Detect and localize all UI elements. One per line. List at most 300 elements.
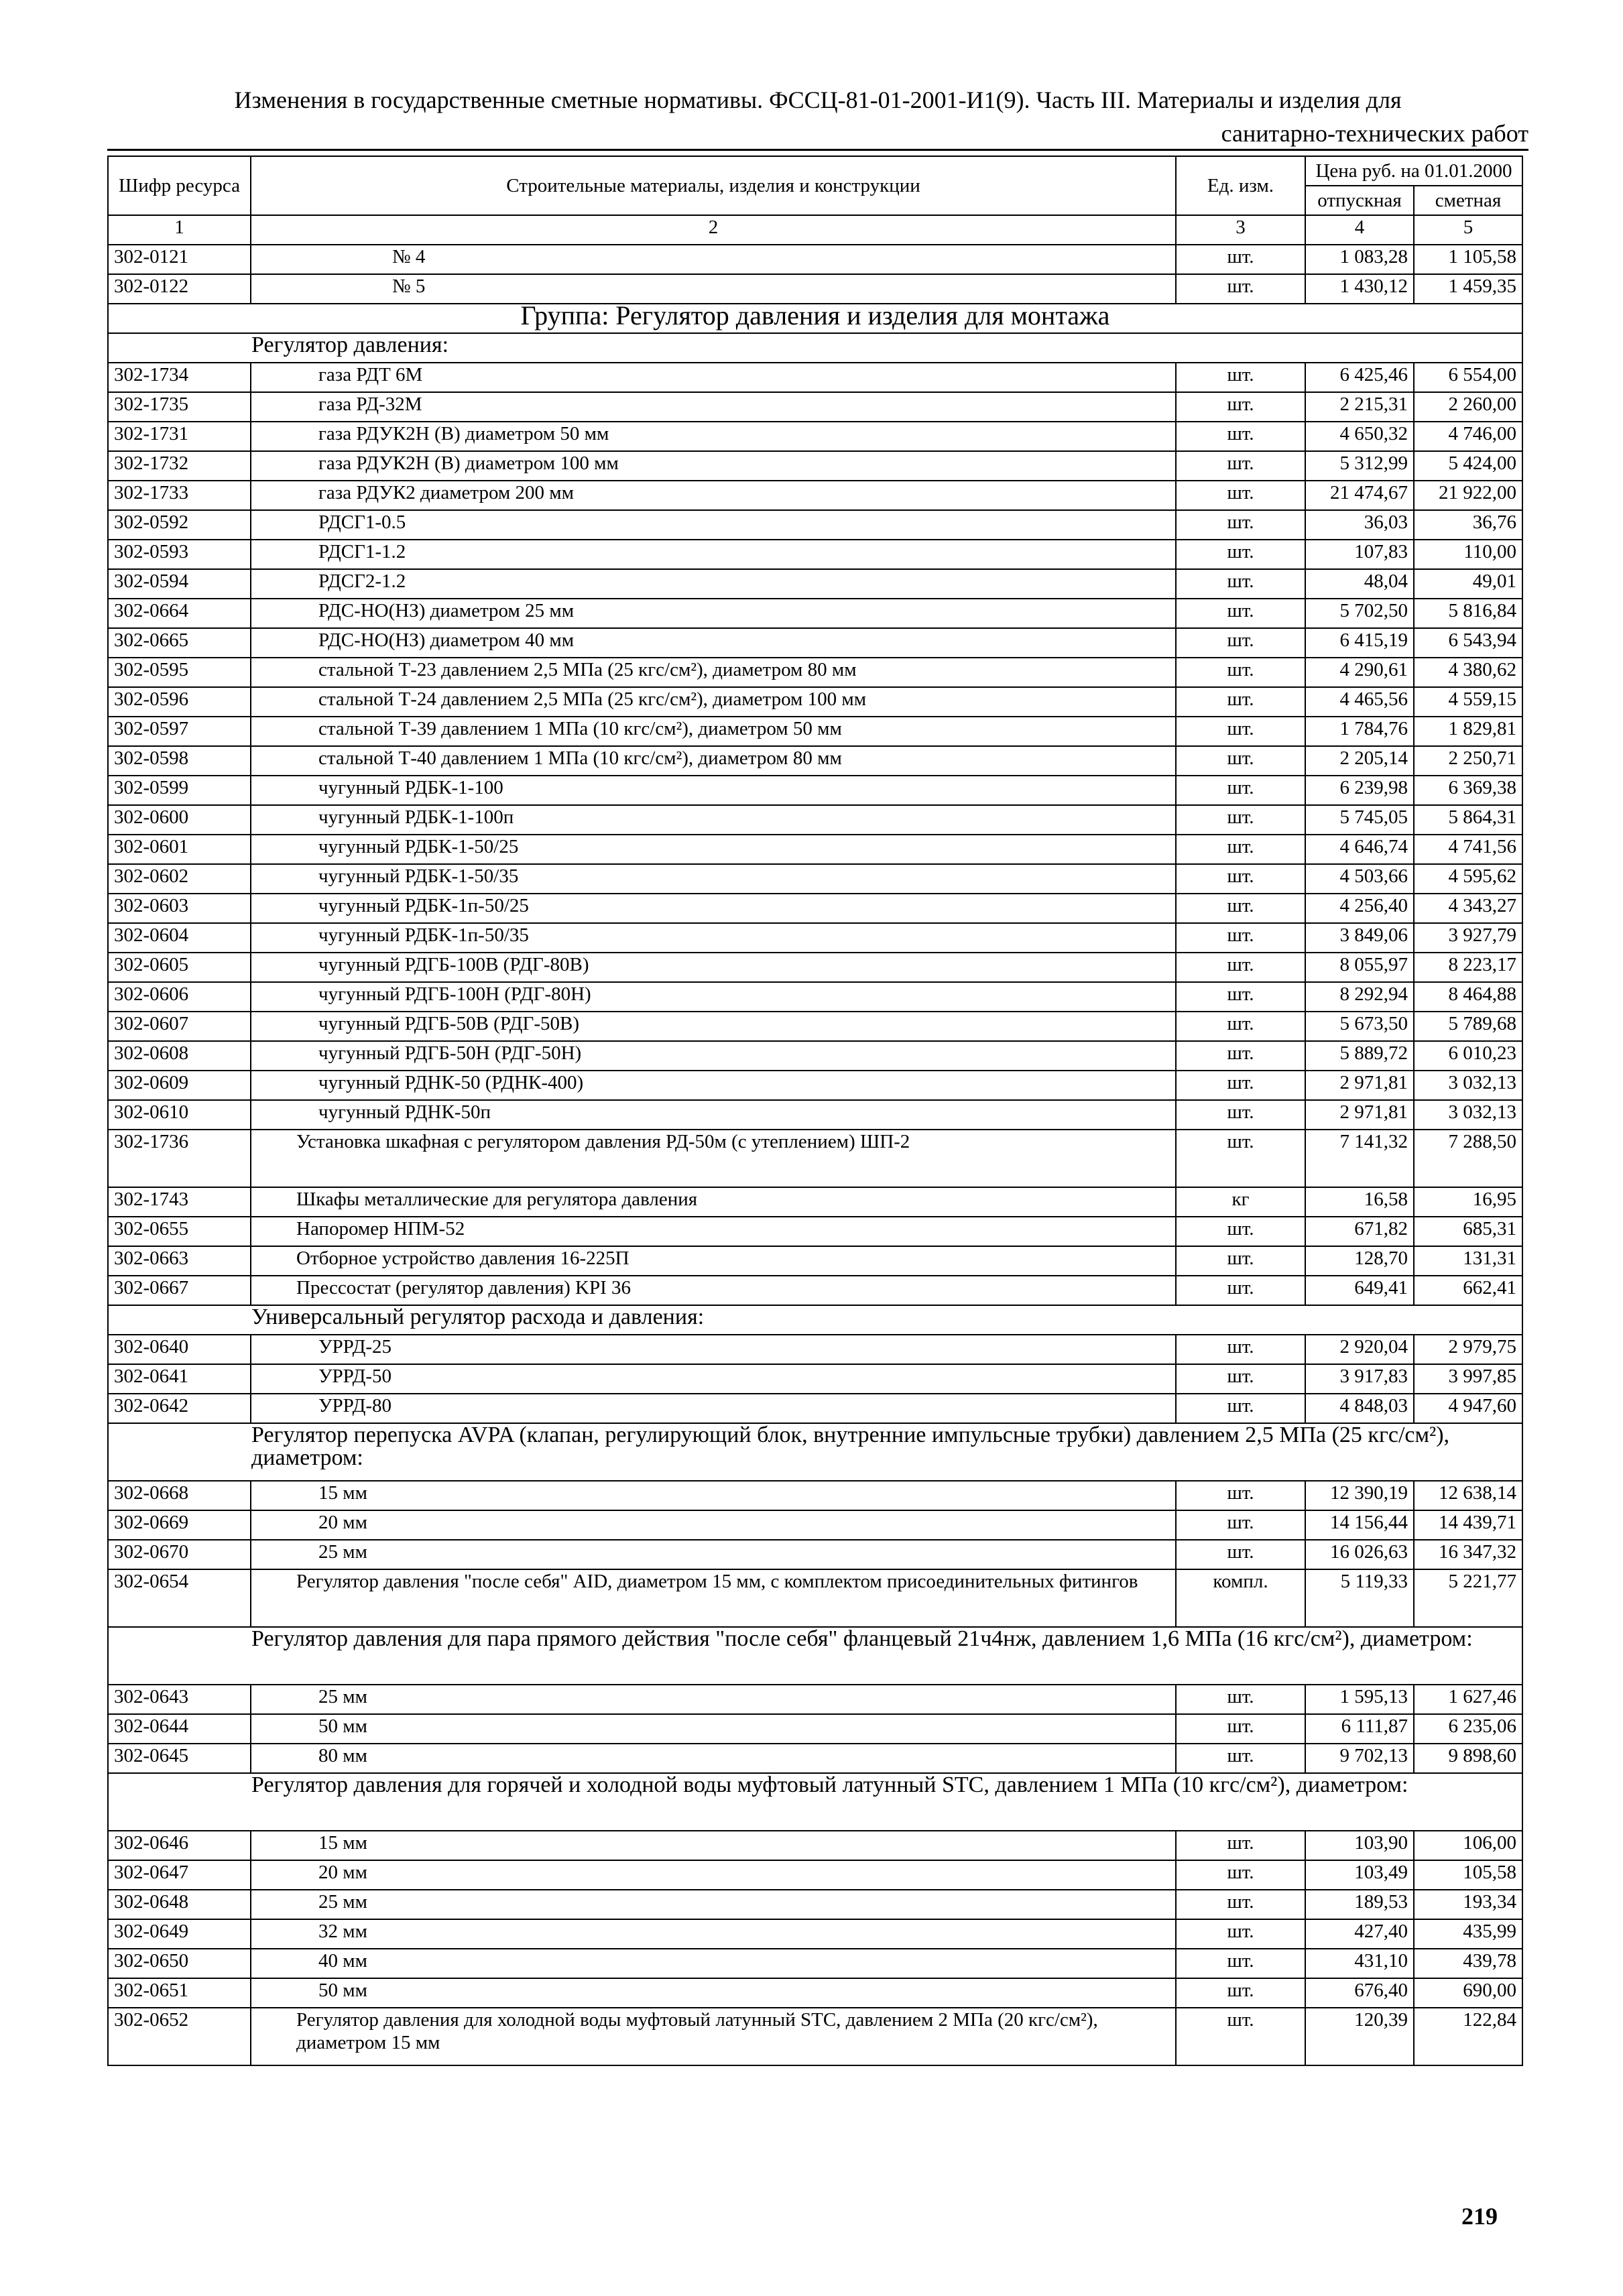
unit-cell: шт.	[1176, 894, 1305, 923]
estimate-price: 439,78	[1414, 1949, 1522, 1978]
release-price: 2 205,14	[1305, 746, 1414, 776]
table-row	[108, 1949, 1522, 1978]
table-row	[108, 1685, 1522, 1714]
unit-cell: шт.	[1176, 1335, 1305, 1364]
unit-cell: шт.	[1176, 923, 1305, 953]
release-price: 5 312,99	[1305, 451, 1414, 481]
unit-cell: шт.	[1176, 1217, 1305, 1246]
unit-cell: шт.	[1176, 1714, 1305, 1744]
release-price: 14 156,44	[1305, 1510, 1414, 1540]
resource-code: 302-0643	[108, 1685, 251, 1714]
col-header-code: Шифр ресурса	[108, 156, 251, 215]
category-row	[108, 1627, 1522, 1685]
table-row	[108, 1246, 1522, 1276]
estimate-price: 5 816,84	[1414, 599, 1522, 628]
table-row	[108, 363, 1522, 392]
table-row	[108, 481, 1522, 510]
estimate-price: 110,00	[1414, 540, 1522, 569]
table-row	[108, 1569, 1522, 1627]
release-price: 2 971,81	[1305, 1071, 1414, 1100]
resource-name: стальной Т-23 давлением 2,5 МПа (25 кгс/см²), диаметром 80 мм	[251, 658, 1176, 687]
estimate-price: 4 380,62	[1414, 658, 1522, 687]
resource-code: 302-0642	[108, 1394, 251, 1423]
release-price: 12 390,19	[1305, 1481, 1414, 1510]
release-price: 5 673,50	[1305, 1012, 1414, 1041]
estimate-price: 4 595,62	[1414, 864, 1522, 894]
estimate-price: 6 543,94	[1414, 628, 1522, 658]
resource-name: 15 мм	[251, 1831, 1176, 1860]
release-price: 4 256,40	[1305, 894, 1414, 923]
resource-name: 80 мм	[251, 1744, 1176, 1773]
unit-cell: шт.	[1176, 1831, 1305, 1860]
table-row	[108, 864, 1522, 894]
resource-code: 302-0594	[108, 569, 251, 599]
unit-cell: шт.	[1176, 569, 1305, 599]
unit-cell: компл.	[1176, 1569, 1305, 1627]
unit-cell: шт.	[1176, 687, 1305, 717]
unit-cell: шт.	[1176, 1685, 1305, 1714]
page-number: 219	[1461, 2203, 1498, 2230]
release-price: 4 646,74	[1305, 835, 1414, 864]
resource-code: 302-0598	[108, 746, 251, 776]
estimate-price: 105,58	[1414, 1860, 1522, 1890]
unit-cell: шт.	[1176, 1100, 1305, 1130]
estimate-price: 14 439,71	[1414, 1510, 1522, 1540]
category-title: Регулятор давления для пара прямого действия "после себя" фланцевый 21ч4нж, давлением 1,6 МПа (16 кгс/см²), диаметром:	[108, 1627, 1522, 1685]
release-price: 16 026,63	[1305, 1540, 1414, 1569]
table-row	[108, 982, 1522, 1012]
table-row	[108, 1041, 1522, 1071]
table-row	[108, 245, 1522, 274]
table-row	[108, 628, 1522, 658]
resource-code: 302-0600	[108, 805, 251, 835]
resource-name: чугунный РДНК-50 (РДНК-400)	[251, 1071, 1176, 1100]
resource-name: чугунный РДГБ-50В (РДГ-50В)	[251, 1012, 1176, 1041]
estimate-price: 4 741,56	[1414, 835, 1522, 864]
resource-name: чугунный РДГБ-100В (РДГ-80В)	[251, 953, 1176, 982]
unit-cell: шт.	[1176, 805, 1305, 835]
release-price: 120,39	[1305, 2008, 1414, 2065]
resource-name: Отборное устройство давления 16-225П	[251, 1246, 1176, 1276]
col-header-estimate: сметная	[1414, 186, 1522, 215]
resource-code: 302-0664	[108, 599, 251, 628]
release-price: 5 702,50	[1305, 599, 1414, 628]
release-price: 1 430,12	[1305, 274, 1414, 304]
release-price: 5 745,05	[1305, 805, 1414, 835]
release-price: 1 595,13	[1305, 1685, 1414, 1714]
col-index-5: 5	[1414, 215, 1522, 245]
table-row	[108, 1860, 1522, 1890]
resource-code: 302-0667	[108, 1276, 251, 1305]
resource-name: 25 мм	[251, 1685, 1176, 1714]
resource-code: 302-0644	[108, 1714, 251, 1744]
unit-cell: шт.	[1176, 776, 1305, 805]
resource-name: УРРД-25	[251, 1335, 1176, 1364]
resource-code: 302-0593	[108, 540, 251, 569]
resource-code: 302-0592	[108, 510, 251, 540]
unit-cell: шт.	[1176, 864, 1305, 894]
resource-name: Установка шкафная с регулятором давления РД-50м (с утеплением) ШП-2	[251, 1130, 1176, 1187]
estimate-price: 3 927,79	[1414, 923, 1522, 953]
resource-code: 302-0607	[108, 1012, 251, 1041]
estimate-price: 16,95	[1414, 1187, 1522, 1217]
table-row	[108, 776, 1522, 805]
resource-code: 302-1731	[108, 422, 251, 451]
table-row	[108, 1540, 1522, 1569]
table-row	[108, 451, 1522, 481]
unit-cell: шт.	[1176, 1949, 1305, 1978]
unit-cell: кг	[1176, 1187, 1305, 1217]
unit-cell: шт.	[1176, 835, 1305, 864]
table-row	[108, 1335, 1522, 1364]
resource-code: 302-0605	[108, 953, 251, 982]
release-price: 103,90	[1305, 1831, 1414, 1860]
release-price: 8 055,97	[1305, 953, 1414, 982]
release-price: 2 920,04	[1305, 1335, 1414, 1364]
page-header	[107, 83, 1528, 150]
estimate-price: 6 554,00	[1414, 363, 1522, 392]
resource-name: газа РДУК2 диаметром 200 мм	[251, 481, 1176, 510]
table-row	[108, 422, 1522, 451]
resource-code: 302-0668	[108, 1481, 251, 1510]
release-price: 431,10	[1305, 1949, 1414, 1978]
resource-code: 302-0647	[108, 1860, 251, 1890]
table-row	[108, 392, 1522, 422]
resource-code: 302-0597	[108, 717, 251, 746]
estimate-price: 685,31	[1414, 1217, 1522, 1246]
estimate-price: 2 260,00	[1414, 392, 1522, 422]
estimate-price: 2 250,71	[1414, 746, 1522, 776]
resource-name: 20 мм	[251, 1860, 1176, 1890]
resource-name: РДСГ1-0.5	[251, 510, 1176, 540]
estimate-price: 3 032,13	[1414, 1071, 1522, 1100]
resource-code: 302-0604	[108, 923, 251, 953]
col-index-4: 4	[1305, 215, 1414, 245]
resource-name: стальной Т-40 давлением 1 МПа (10 кгс/см²), диаметром 80 мм	[251, 746, 1176, 776]
table-row	[108, 1890, 1522, 1919]
resource-code: 302-0670	[108, 1540, 251, 1569]
estimate-price: 21 922,00	[1414, 481, 1522, 510]
release-price: 128,70	[1305, 1246, 1414, 1276]
group-row	[108, 304, 1522, 333]
table-row	[108, 1130, 1522, 1187]
resource-code: 302-1734	[108, 363, 251, 392]
unit-cell: шт.	[1176, 1890, 1305, 1919]
resource-code: 302-0609	[108, 1071, 251, 1100]
table-row	[108, 1394, 1522, 1423]
unit-cell: шт.	[1176, 481, 1305, 510]
resource-name: № 4	[251, 245, 1176, 274]
category-title: Регулятор давления:	[108, 333, 1522, 363]
release-price: 3 849,06	[1305, 923, 1414, 953]
release-price: 649,41	[1305, 1276, 1414, 1305]
resource-name: газа РД-32М	[251, 392, 1176, 422]
col-index-2: 2	[251, 215, 1176, 245]
col-header-release: отпускная	[1305, 186, 1414, 215]
release-price: 6 425,46	[1305, 363, 1414, 392]
release-price: 4 290,61	[1305, 658, 1414, 687]
estimate-price: 1 627,46	[1414, 1685, 1522, 1714]
resource-name: газа РДТ 6М	[251, 363, 1176, 392]
unit-cell: шт.	[1176, 392, 1305, 422]
release-price: 2 215,31	[1305, 392, 1414, 422]
unit-cell: шт.	[1176, 451, 1305, 481]
estimate-price: 106,00	[1414, 1831, 1522, 1860]
resource-name: чугунный РДБК-1-100п	[251, 805, 1176, 835]
unit-cell: шт.	[1176, 540, 1305, 569]
resource-code: 302-0652	[108, 2008, 251, 2065]
table-row	[108, 1831, 1522, 1860]
unit-cell: шт.	[1176, 245, 1305, 274]
resource-name: 20 мм	[251, 1510, 1176, 1540]
resource-code: 302-0606	[108, 982, 251, 1012]
unit-cell: шт.	[1176, 953, 1305, 982]
unit-cell: шт.	[1176, 1744, 1305, 1773]
table-row	[108, 1100, 1522, 1130]
unit-cell: шт.	[1176, 1276, 1305, 1305]
unit-cell: шт.	[1176, 510, 1305, 540]
release-price: 676,40	[1305, 1978, 1414, 2008]
resource-name: чугунный РДГБ-50Н (РДГ-50Н)	[251, 1041, 1176, 1071]
category-row	[108, 333, 1522, 363]
resource-code: 302-0595	[108, 658, 251, 687]
unit-cell: шт.	[1176, 1481, 1305, 1510]
resource-name: газа РДУК2Н (В) диаметром 100 мм	[251, 451, 1176, 481]
estimate-price: 662,41	[1414, 1276, 1522, 1305]
header-title: Изменения в государственные сметные нормативы. ФССЦ-81-01-2001-И1(9). Часть III. Материалы и изделия для	[234, 86, 1402, 113]
estimate-price: 435,99	[1414, 1919, 1522, 1949]
table-row	[108, 687, 1522, 717]
col-header-name: Строительные материалы, изделия и конструкции	[251, 156, 1176, 215]
resource-name: Шкафы металлические для регулятора давления	[251, 1187, 1176, 1217]
table-row	[108, 746, 1522, 776]
release-price: 4 650,32	[1305, 422, 1414, 451]
table-row	[108, 1481, 1522, 1510]
table-row	[108, 1714, 1522, 1744]
unit-cell: шт.	[1176, 599, 1305, 628]
resource-name: Прессостат (регулятор давления) KPI 36	[251, 1276, 1176, 1305]
header-rule	[107, 149, 1528, 151]
release-price: 6 111,87	[1305, 1714, 1414, 1744]
resource-name: 25 мм	[251, 1540, 1176, 1569]
estimate-price: 5 864,31	[1414, 805, 1522, 835]
table-row	[108, 953, 1522, 982]
table-row	[108, 1978, 1522, 2008]
resource-code: 302-0648	[108, 1890, 251, 1919]
resource-name: чугунный РДБК-1п-50/25	[251, 894, 1176, 923]
resource-name: чугунный РДБК-1-50/25	[251, 835, 1176, 864]
table-row	[108, 1510, 1522, 1540]
release-price: 4 465,56	[1305, 687, 1414, 717]
estimate-price: 193,34	[1414, 1890, 1522, 1919]
category-row	[108, 1305, 1522, 1335]
estimate-price: 5 221,77	[1414, 1569, 1522, 1627]
estimate-price: 690,00	[1414, 1978, 1522, 2008]
estimate-price: 131,31	[1414, 1246, 1522, 1276]
resource-code: 302-0651	[108, 1978, 251, 2008]
resource-name: чугунный РДГБ-100Н (РДГ-80Н)	[251, 982, 1176, 1012]
resource-name: чугунный РДБК-1-50/35	[251, 864, 1176, 894]
release-price: 189,53	[1305, 1890, 1414, 1919]
category-row	[108, 1423, 1522, 1481]
unit-cell: шт.	[1176, 1540, 1305, 1569]
release-price: 107,83	[1305, 540, 1414, 569]
release-price: 103,49	[1305, 1860, 1414, 1890]
release-price: 8 292,94	[1305, 982, 1414, 1012]
estimate-price: 3 032,13	[1414, 1100, 1522, 1130]
unit-cell: шт.	[1176, 1364, 1305, 1394]
release-price: 1 083,28	[1305, 245, 1414, 274]
resource-name: Регулятор давления для холодной воды муфтовый латунный STC, давлением 2 МПа (20 кгс/см²), диаметром 15 мм	[251, 2008, 1176, 2065]
unit-cell: шт.	[1176, 628, 1305, 658]
resource-name: 32 мм	[251, 1919, 1176, 1949]
release-price: 5 889,72	[1305, 1041, 1414, 1071]
table-row	[108, 274, 1522, 304]
category-title: Регулятор давления для горячей и холодной воды муфтовый латунный STC, давлением 1 МПа (10 кгс/см²), диаметром:	[108, 1773, 1522, 1831]
resource-name: № 5	[251, 274, 1176, 304]
estimate-price: 122,84	[1414, 2008, 1522, 2065]
table-row	[108, 805, 1522, 835]
resource-code: 302-0665	[108, 628, 251, 658]
estimate-price: 6 369,38	[1414, 776, 1522, 805]
estimate-price: 1 829,81	[1414, 717, 1522, 746]
unit-cell: шт.	[1176, 1012, 1305, 1041]
resource-name: УРРД-80	[251, 1394, 1176, 1423]
estimate-price: 1 459,35	[1414, 274, 1522, 304]
unit-cell: шт.	[1176, 982, 1305, 1012]
estimate-price: 16 347,32	[1414, 1540, 1522, 1569]
release-price: 7 141,32	[1305, 1130, 1414, 1187]
unit-cell: шт.	[1176, 1130, 1305, 1187]
resource-name: стальной Т-39 давлением 1 МПа (10 кгс/см²), диаметром 50 мм	[251, 717, 1176, 746]
release-price: 1 784,76	[1305, 717, 1414, 746]
table-row	[108, 1919, 1522, 1949]
table-row	[108, 1276, 1522, 1305]
resource-name: 40 мм	[251, 1949, 1176, 1978]
release-price: 6 239,98	[1305, 776, 1414, 805]
unit-cell: шт.	[1176, 1510, 1305, 1540]
release-price: 16,58	[1305, 1187, 1414, 1217]
table-row	[108, 599, 1522, 628]
unit-cell: шт.	[1176, 1071, 1305, 1100]
resource-name: УРРД-50	[251, 1364, 1176, 1394]
resource-code: 302-0654	[108, 1569, 251, 1627]
unit-cell: шт.	[1176, 363, 1305, 392]
resource-code: 302-0610	[108, 1100, 251, 1130]
resource-name: чугунный РДБК-1-100	[251, 776, 1176, 805]
estimate-price: 6 010,23	[1414, 1041, 1522, 1071]
resource-name: Напоромер НПМ-52	[251, 1217, 1176, 1246]
table-row	[108, 1744, 1522, 1773]
resource-code: 302-0599	[108, 776, 251, 805]
resource-name: чугунный РДНК-50п	[251, 1100, 1176, 1130]
price-table	[107, 156, 1523, 2066]
category-row	[108, 1773, 1522, 1831]
estimate-price: 8 464,88	[1414, 982, 1522, 1012]
resource-code: 302-0602	[108, 864, 251, 894]
resource-code: 302-0640	[108, 1335, 251, 1364]
unit-cell: шт.	[1176, 274, 1305, 304]
release-price: 36,03	[1305, 510, 1414, 540]
resource-name: стальной Т-24 давлением 2,5 МПа (25 кгс/см²), диаметром 100 мм	[251, 687, 1176, 717]
unit-cell: шт.	[1176, 1860, 1305, 1890]
estimate-price: 9 898,60	[1414, 1744, 1522, 1773]
table-row	[108, 1217, 1522, 1246]
estimate-price: 5 424,00	[1414, 451, 1522, 481]
col-index-3: 3	[1176, 215, 1305, 245]
resource-name: РДС-НО(НЗ) диаметром 25 мм	[251, 599, 1176, 628]
release-price: 3 917,83	[1305, 1364, 1414, 1394]
release-price: 21 474,67	[1305, 481, 1414, 510]
resource-code: 302-1732	[108, 451, 251, 481]
resource-code: 302-0608	[108, 1041, 251, 1071]
table-row	[108, 717, 1522, 746]
release-price: 427,40	[1305, 1919, 1414, 1949]
estimate-price: 4 343,27	[1414, 894, 1522, 923]
unit-cell: шт.	[1176, 1246, 1305, 1276]
unit-cell: шт.	[1176, 422, 1305, 451]
table-row	[108, 510, 1522, 540]
resource-name: РДСГ2-1.2	[251, 569, 1176, 599]
resource-code: 302-0601	[108, 835, 251, 864]
table-row	[108, 923, 1522, 953]
header-subtitle: санитарно-технических работ	[1221, 120, 1528, 147]
resource-code: 302-0669	[108, 1510, 251, 1540]
estimate-price: 4 746,00	[1414, 422, 1522, 451]
table-row	[108, 1364, 1522, 1394]
resource-code: 302-1735	[108, 392, 251, 422]
table-row	[108, 1071, 1522, 1100]
table-body	[108, 245, 1522, 2065]
release-price: 4 503,66	[1305, 864, 1414, 894]
estimate-price: 4 559,15	[1414, 687, 1522, 717]
resource-code: 302-0122	[108, 274, 251, 304]
unit-cell: шт.	[1176, 658, 1305, 687]
estimate-price: 1 105,58	[1414, 245, 1522, 274]
resource-code: 302-1743	[108, 1187, 251, 1217]
resource-name: 50 мм	[251, 1714, 1176, 1744]
resource-code: 302-0596	[108, 687, 251, 717]
resource-code: 302-1733	[108, 481, 251, 510]
estimate-price: 7 288,50	[1414, 1130, 1522, 1187]
estimate-price: 12 638,14	[1414, 1481, 1522, 1510]
table-row	[108, 2008, 1522, 2065]
table-row	[108, 658, 1522, 687]
resource-name: газа РДУК2Н (В) диаметром 50 мм	[251, 422, 1176, 451]
col-header-price: Цена руб. на 01.01.2000	[1305, 156, 1522, 186]
estimate-price: 8 223,17	[1414, 953, 1522, 982]
release-price: 5 119,33	[1305, 1569, 1414, 1627]
category-title: Универсальный регулятор расхода и давления:	[108, 1305, 1522, 1335]
resource-name: 15 мм	[251, 1481, 1176, 1510]
release-price: 671,82	[1305, 1217, 1414, 1246]
unit-cell: шт.	[1176, 1041, 1305, 1071]
estimate-price: 2 979,75	[1414, 1335, 1522, 1364]
unit-cell: шт.	[1176, 1919, 1305, 1949]
unit-cell: шт.	[1176, 1394, 1305, 1423]
release-price: 9 702,13	[1305, 1744, 1414, 1773]
table-row	[108, 1187, 1522, 1217]
resource-name: 25 мм	[251, 1890, 1176, 1919]
release-price: 48,04	[1305, 569, 1414, 599]
table-row	[108, 1012, 1522, 1041]
table-row	[108, 540, 1522, 569]
resource-code: 302-0646	[108, 1831, 251, 1860]
resource-code: 302-0121	[108, 245, 251, 274]
resource-name: чугунный РДБК-1п-50/35	[251, 923, 1176, 953]
estimate-price: 49,01	[1414, 569, 1522, 599]
resource-code: 302-0603	[108, 894, 251, 923]
